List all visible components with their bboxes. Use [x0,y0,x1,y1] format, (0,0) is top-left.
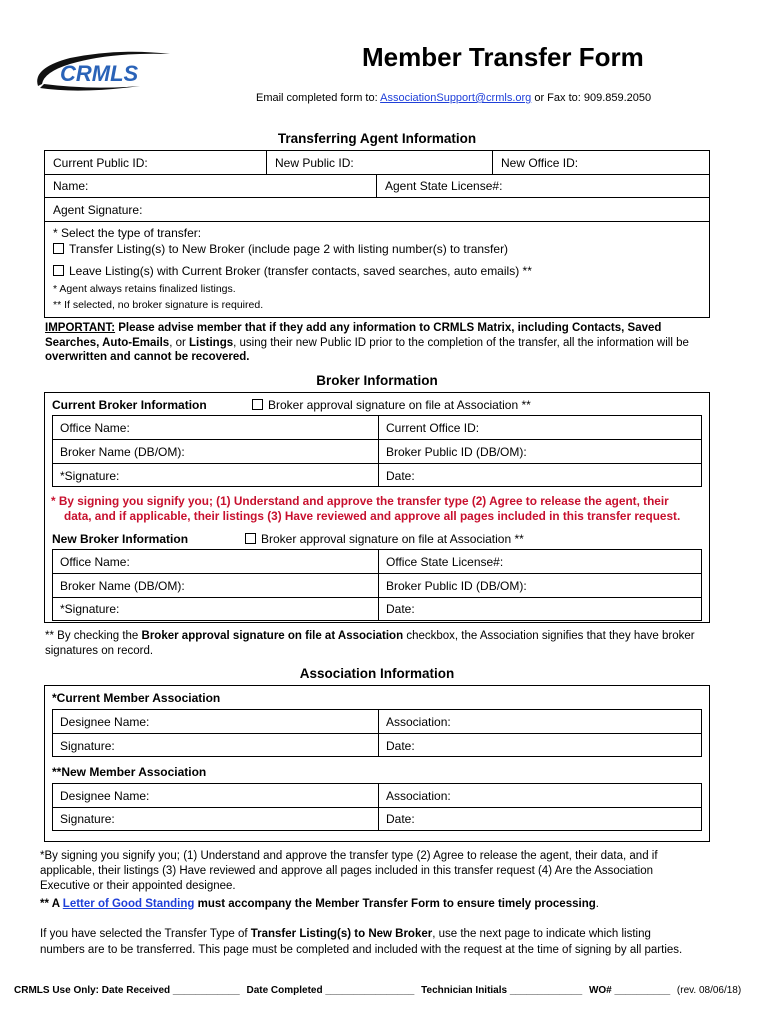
footnote-line2: signatures on record. [45,645,154,657]
association-signing-note [40,849,740,894]
important-searches: Searches, Auto-Emails [45,336,170,349]
current-broker-heading: Current Broker Information [52,398,207,412]
new-broker-approval-label: Broker approval signature on file at Association ** [261,532,524,546]
important-line2: , using their new Public ID prior to the completion of the transfer, all the information will be [233,336,689,349]
new-public-id-field[interactable]: New Public ID: [275,156,354,170]
new-office-name-field[interactable]: Office Name: [60,555,130,569]
broker-section-title: Broker Information [316,373,438,388]
current-broker-approval[interactable] [245,398,531,412]
transfer-option-1-label: Transfer Listing(s) to New Broker (include page 2 with listing number(s) to transfer) [69,242,509,256]
good-standing-prefix: ** A [40,898,63,910]
transfer-listings-checkbox[interactable] [53,243,64,254]
new-association-signature-field[interactable]: Signature: [60,812,115,826]
email-link[interactable]: AssociationSupport@crmls.org [380,92,532,104]
important-line1: Please advise member that if they add any information to CRMLS Matrix, including Contacts, Saved [115,322,662,334]
crmls-logo [30,48,175,96]
broker-footnote [45,629,735,659]
good-standing-note [40,898,599,910]
new-association-date-field[interactable]: Date: [386,812,415,826]
new-office-license-field[interactable]: Office State License#: [386,555,504,569]
agent-signature-field[interactable]: Agent Signature: [53,203,143,217]
footnote-b: Broker approval signature on file at Association [141,630,404,642]
current-broker-approval-label: Broker approval signature on file at Association ** [268,398,531,412]
transferring-section-title: Transferring Agent Information [277,131,477,146]
sign-note-line2: applicable, their listings (3) Have reviewed and approve all pages included in this transfer request (4) Are the Association [40,865,654,877]
transfer-option-2-label: Leave Listing(s) with Current Broker (transfer contacts, saved searches, auto emails) ** [69,264,532,278]
next-page-c: , use the next page to indicate which listing [432,928,651,940]
select-type-label: * Select the type of transfer: [53,226,202,240]
no-signature-note: ** If selected, no broker signature is required. [53,299,264,311]
important-label: IMPORTANT: [45,322,116,334]
good-standing-period: . [595,898,599,910]
date-received-field[interactable]: CRMLS Use Only: Date Received ____________ [14,985,240,996]
broker-signing-warning [51,494,680,524]
current-association-date-field[interactable]: Date: [386,739,415,753]
date-completed-field[interactable]: Date Completed ________________ [246,985,415,996]
current-association-signature-field[interactable]: Signature: [60,739,115,753]
new-association-heading: **New Member Association [52,765,207,779]
next-page-note [40,926,750,958]
current-public-id-field[interactable]: Current Public ID: [53,156,148,170]
new-broker-signature-field[interactable]: *Signature: [60,602,120,616]
transfer-option-1[interactable] [46,242,508,256]
contact-suffix: or Fax to: 909.859.2050 [531,92,652,104]
new-broker-public-id-field[interactable]: Broker Public ID (DB/OM): [386,579,527,593]
new-broker-heading: New Broker Information [52,532,189,546]
name-field[interactable]: Name: [53,179,89,193]
important-notice [45,321,735,365]
current-broker-signature-field[interactable]: *Signature: [60,469,120,483]
logo-text: CRMLS [60,61,139,86]
wo-field[interactable]: WO# __________ [588,985,671,996]
warning-line2: data, and if applicable, their listings (3) Have reviewed and approve all pages included in this transfer request. [64,509,681,523]
warning-line1: * By signing you signify you; (1) Understand and approve the transfer type (2) Agree to release the agent, their [51,494,669,508]
current-office-name-field[interactable]: Office Name: [60,421,130,435]
current-broker-public-id-field[interactable]: Broker Public ID (DB/OM): [386,445,527,459]
new-broker-approval-checkbox[interactable] [245,533,256,544]
new-broker-date-field[interactable]: Date: [386,602,415,616]
good-standing-text: must accompany the Member Transfer Form to ensure timely processing [194,898,596,910]
current-office-id-field[interactable]: Current Office ID: [386,421,480,435]
important-line3: overwritten and cannot be recovered. [45,351,250,363]
leave-listings-checkbox[interactable] [53,265,64,276]
office-use-line [14,985,741,996]
current-broker-name-field[interactable]: Broker Name (DB/OM): [60,445,185,459]
new-association-field[interactable]: Association: [386,789,451,803]
revision-label: (rev. 08/06/18) [676,985,742,996]
current-broker-date-field[interactable]: Date: [386,469,415,483]
contact-prefix: Email completed form to: [256,92,381,104]
new-designee-field[interactable]: Designee Name: [60,789,150,803]
footnote-a: ** By checking the [45,630,142,642]
crmls-logo-swoosh [30,48,175,96]
retains-note: * Agent always retains finalized listings. [53,283,236,295]
current-broker-approval-checkbox[interactable] [252,399,263,410]
new-broker-approval[interactable] [238,532,524,546]
important-or: , or [169,336,190,349]
important-listings: Listings [189,336,234,349]
sign-note-line3: Executive or their appointed designee. [40,880,236,892]
footnote-c: checkbox, the Association signifies that they have broker [403,630,695,642]
sign-note-line1: *By signing you signify you; (1) Understand and approve the transfer type (2) Agree to release the agent, their data, and if [40,850,658,862]
contact-line [256,92,651,104]
next-page-line2: numbers are to be transferred. This page must be completed and included with the request at the time of signing by all parties. [40,944,683,956]
page-title: Member Transfer Form [362,42,644,72]
new-office-id-field[interactable]: New Office ID: [501,156,579,170]
next-page-b: Transfer Listing(s) to New Broker [250,928,433,940]
current-association-heading: *Current Member Association [52,691,221,705]
next-page-a: If you have selected the Transfer Type of [40,928,251,940]
good-standing-link[interactable]: Letter of Good Standing [62,898,195,910]
transfer-option-2[interactable] [46,264,532,278]
technician-initials-field[interactable]: Technician Initials _____________ [421,985,583,996]
current-association-field[interactable]: Association: [386,715,451,729]
association-section-title: Association Information [299,666,455,681]
new-broker-name-field[interactable]: Broker Name (DB/OM): [60,579,185,593]
current-designee-field[interactable]: Designee Name: [60,715,150,729]
agent-license-field[interactable]: Agent State License#: [385,179,503,193]
